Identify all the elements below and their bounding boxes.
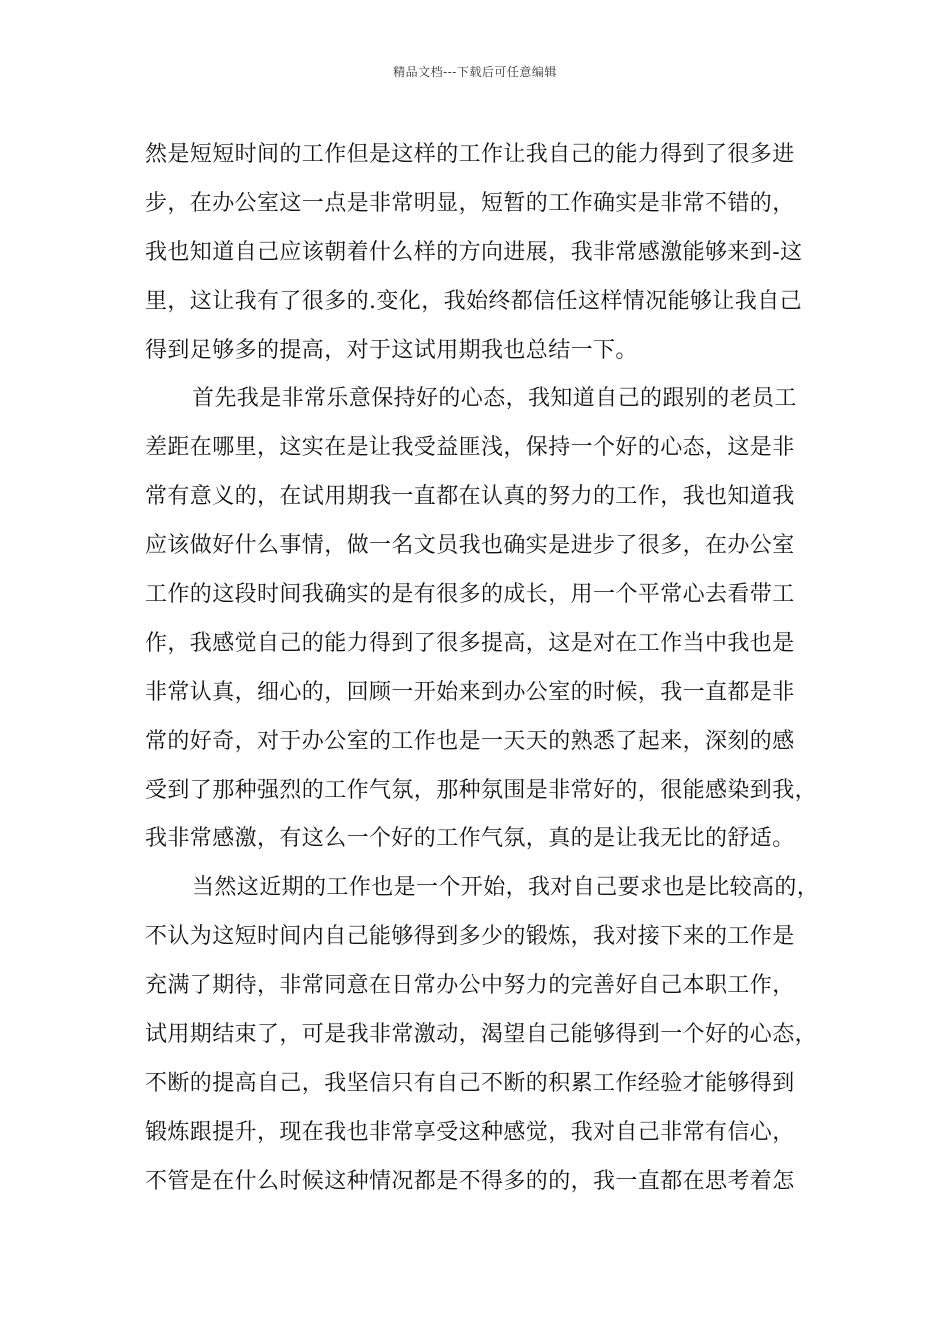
text-line: 里，这让我有了很多的.变化，我始终都信任这样情况能够让我自己 <box>145 288 802 314</box>
text-line: 不认为这短时间内自己能够得到多少的锻炼，我对接下来的工作是 <box>145 924 795 950</box>
text-line: 步，在办公室这一点是非常明显，短暂的工作确实是非常不错的， <box>145 190 795 216</box>
text-line: 作，我感觉自己的能力得到了很多提高，这是对在工作当中我也是 <box>145 630 795 656</box>
document-body <box>145 131 820 1207</box>
text-line: 应该做好什么事情，做一名文员我也确实是进步了很多，在办公室 <box>145 533 795 559</box>
text-line: 常有意义的，在试用期我一直都在认真的努力的工作，我也知道我 <box>145 484 795 510</box>
page-header: 精品文档---下载后可任意编辑 <box>393 65 557 79</box>
text-line: 锻炼跟提升，现在我也非常享受这种感觉，我对自己非常有信心， <box>145 1119 795 1145</box>
text-line: 不管是在什么时候这种情况都是不得多的的，我一直都在思考着怎 <box>145 1168 795 1194</box>
text-line: 工作的这段时间我确实的是有很多的成长，用一个平常心去看带工 <box>145 582 795 608</box>
text-line: 我非常感激，有这么一个好的工作气氛，真的是让我无比的舒适。 <box>145 826 795 852</box>
text-line: 充满了期待，非常同意在日常办公中努力的完善好自己本职工作， <box>145 973 795 999</box>
text-line: 当然这近期的工作也是一个开始，我对自己要求也是比较高的， <box>192 875 820 901</box>
text-line: 常的好奇，对于办公室的工作也是一天天的熟悉了起来，深刻的感 <box>145 728 795 754</box>
text-line: 我也知道自己应该朝着什么样的方向进展，我非常感激能够来到-这 <box>145 239 803 265</box>
text-line: 非常认真，细心的，回顾一开始来到办公室的时候，我一直都是非 <box>145 679 795 705</box>
text-line: 受到了那种强烈的工作气氛，那种氛围是非常好的，很能感染到我， <box>145 777 818 803</box>
text-line: 差距在哪里，这实在是让我受益匪浅，保持一个好的心态，这是非 <box>145 435 795 461</box>
text-line: 试用期结束了，可是我非常激动，渴望自己能够得到一个好的心态， <box>145 1022 818 1048</box>
text-line: 不断的提高自己，我坚信只有自己不断的积累工作经验才能够得到 <box>145 1070 795 1096</box>
text-line: 得到足够多的提高，对于这试用期我也总结一下。 <box>145 337 638 363</box>
text-line: 首先我是非常乐意保持好的心态，我知道自己的跟别的老员工 <box>192 386 797 412</box>
text-line: 然是短短时间的工作但是这样的工作让我自己的能力得到了很多进 <box>145 142 795 167</box>
